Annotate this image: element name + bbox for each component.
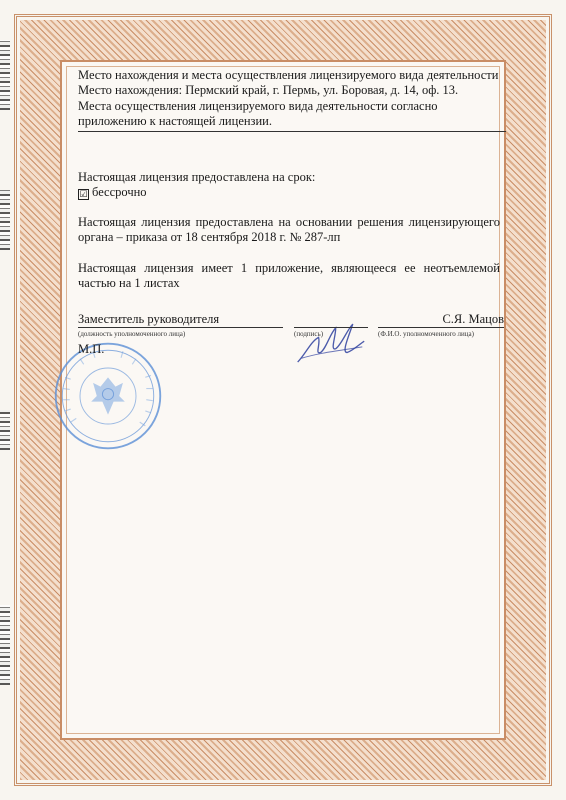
term-row — [78, 185, 500, 200]
location-heading: Место нахождения и места осуществления лицензируемого вида деятельности — [78, 68, 499, 82]
license-text-block — [78, 68, 504, 357]
checked-checkbox-icon: ☑ — [79, 189, 88, 200]
scan-edge-mark — [0, 410, 10, 450]
scan-edge-mark — [0, 605, 10, 685]
caption-position: (должность уполномоченного лица) — [78, 329, 186, 338]
caption-signature: (подпись) — [294, 329, 324, 338]
location-address: Место нахождения: Пермский край, г. Пермь, ул. Боровая, д. 14, оф. 13. — [78, 83, 459, 98]
signature-row — [78, 311, 504, 342]
signatory-name: С.Я. Мацов — [442, 311, 504, 326]
name-line — [378, 327, 504, 328]
license-basis: Настоящая лицензия предоставлена на основании решения лицензирующего органа – приказа от 18 сентября 2018 г. № 287-лп — [78, 214, 500, 244]
scan-edge-mark — [0, 190, 10, 250]
caption-name: (Ф.И.О. уполномоченного лица) — [378, 329, 474, 338]
seal-place-label: М.П. — [78, 341, 105, 356]
term-value: бессрочно — [92, 185, 147, 200]
scan-edge-mark — [0, 40, 10, 110]
appendix-note: Настоящая лицензия имеет 1 приложение, являющееся ее неотъемлемой частью на 1 листах — [78, 261, 500, 291]
signature-line — [294, 327, 368, 328]
official-seal-stamp — [52, 340, 164, 452]
term-label: Настоящая лицензия предоставлена на срок: — [78, 170, 316, 184]
position-line — [78, 327, 283, 328]
activity-places: Места осуществления лицензируемого вида деятельности согласно приложению к настоящей лицензии. — [78, 98, 438, 128]
signatory-position: Заместитель руководителя — [78, 311, 220, 326]
